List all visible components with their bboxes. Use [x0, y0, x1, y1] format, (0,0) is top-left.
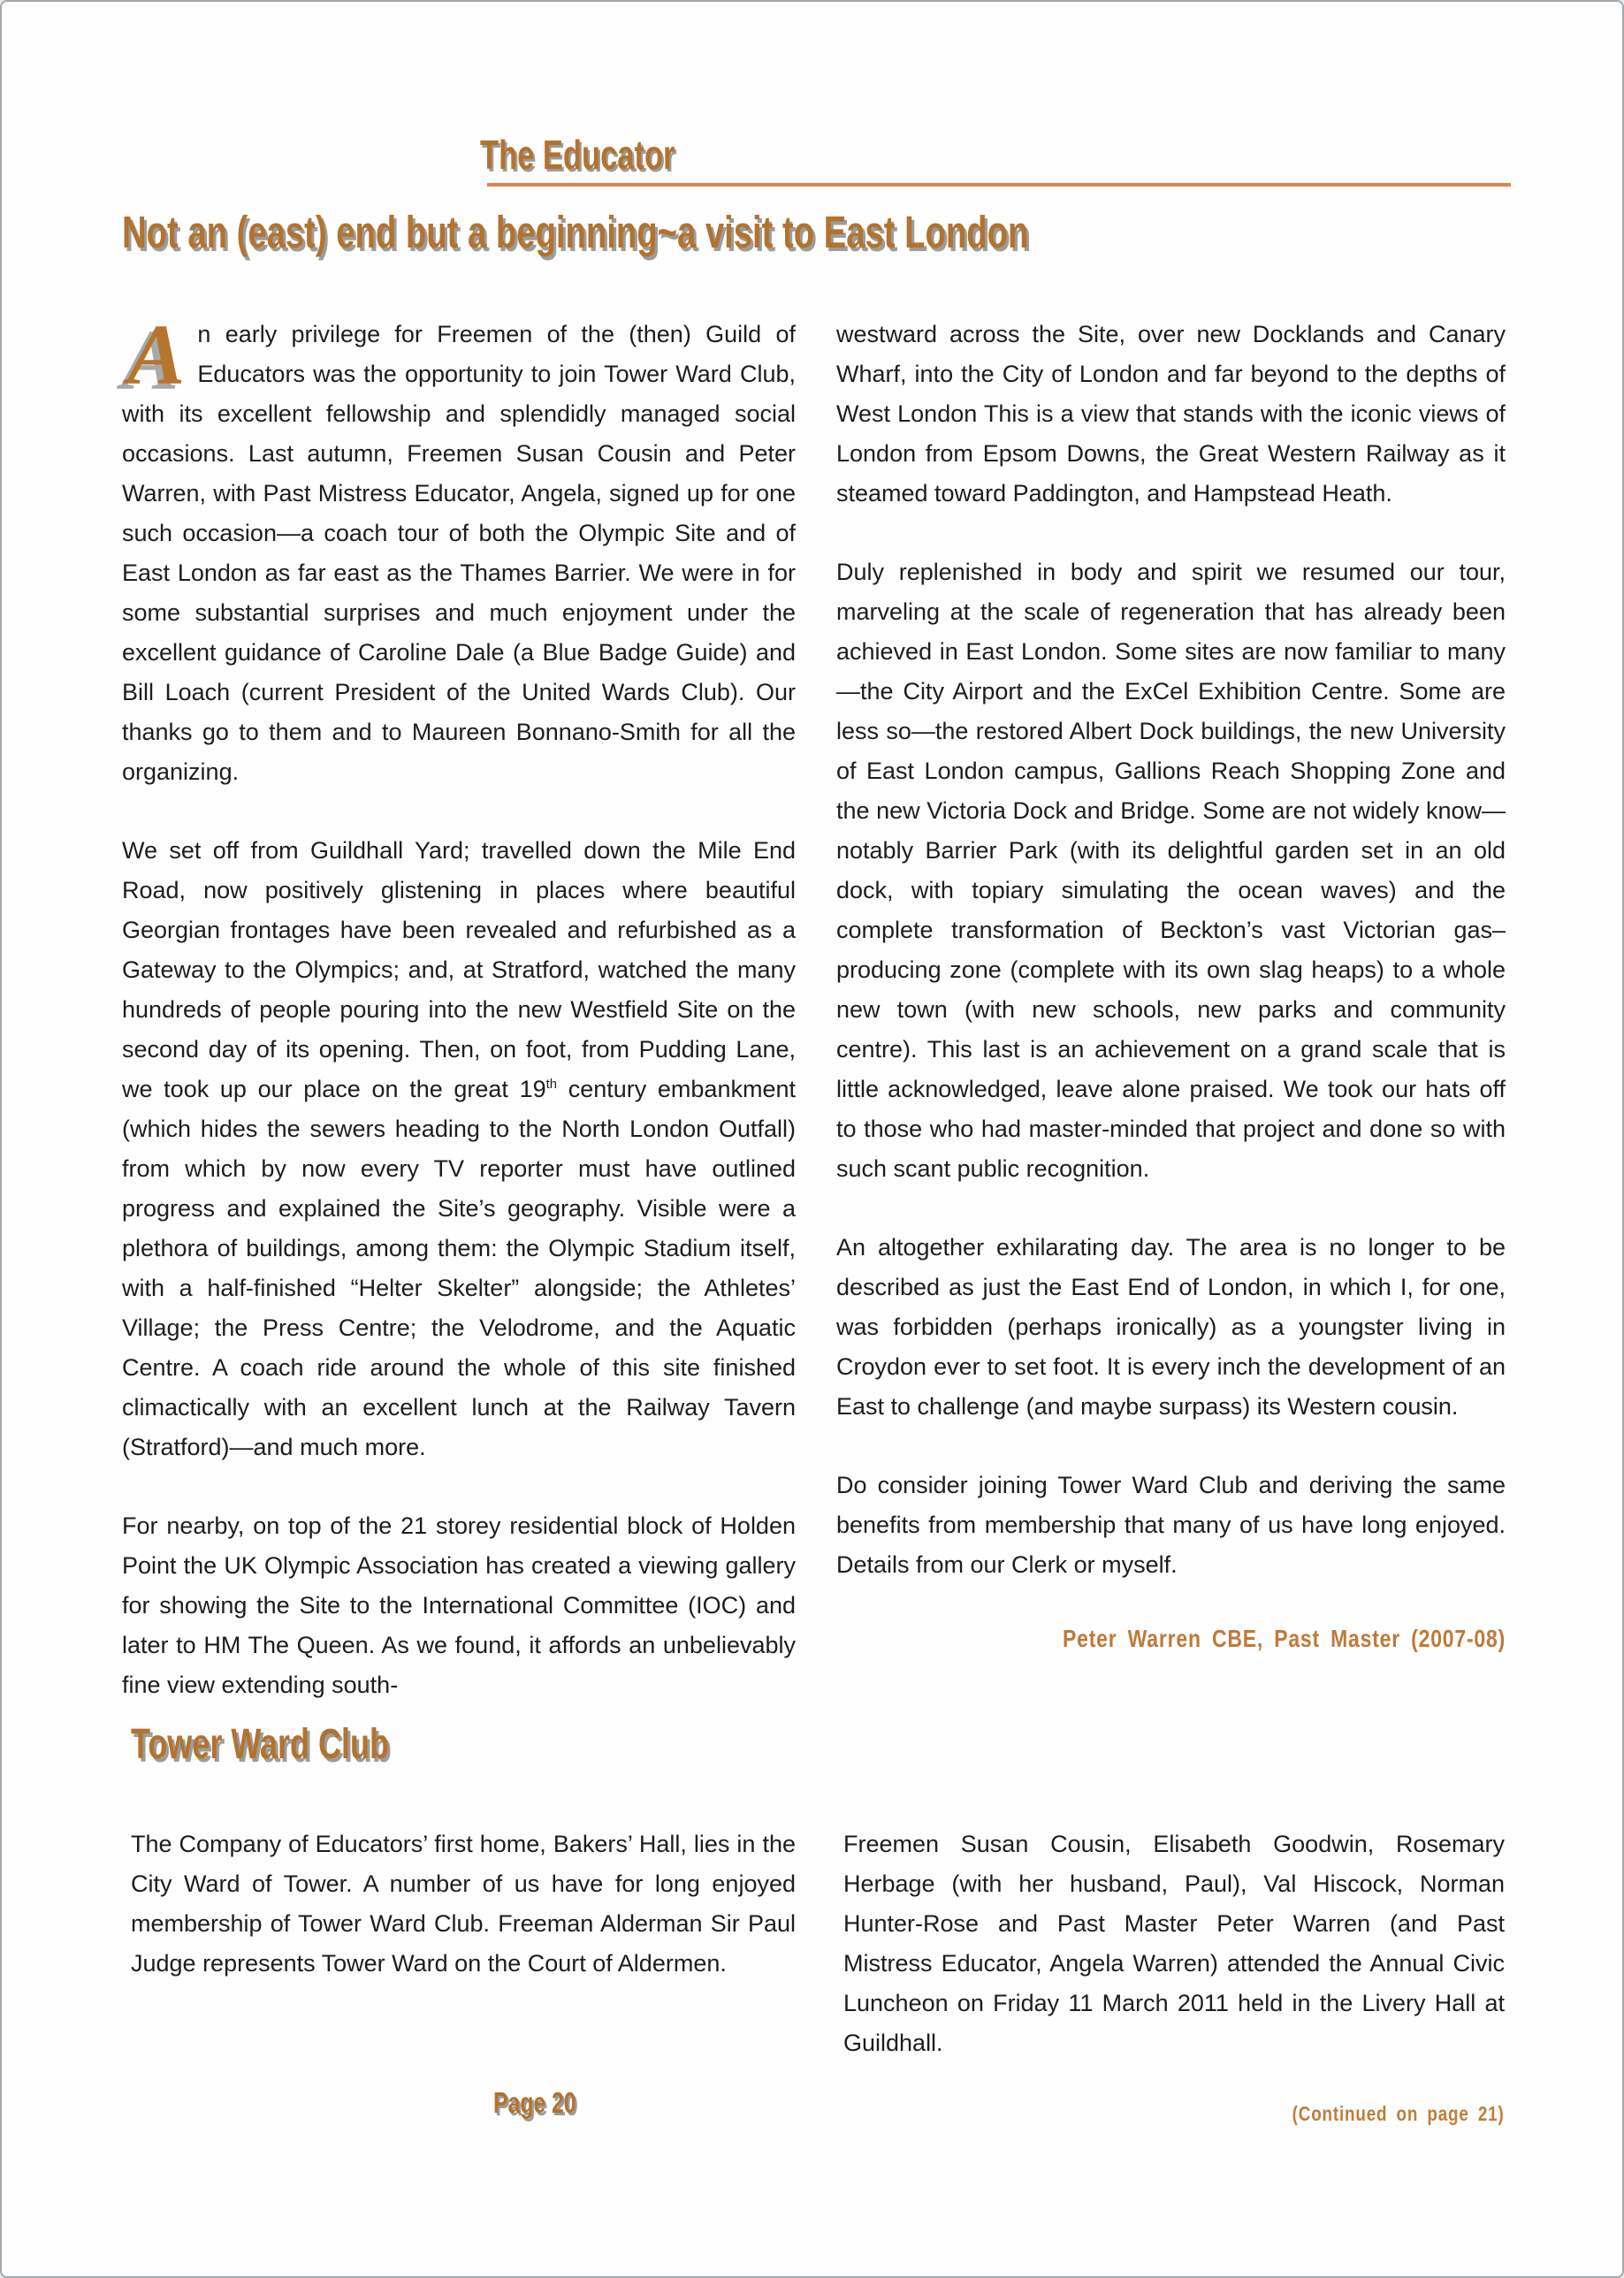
article-paragraph: Do consider joining Tower Ward Club and deriving the same benefits from membership that many of us have long enjoyed. Details from our Clerk or myself. [836, 1472, 1506, 1578]
article-paragraph: For nearby, on top of the 21 storey residential block of Holden Point the UK Olympic Association has created a viewing gallery for showing the Site to the International Committee (IOC) and later to HM The Queen. As we found, it affords an unbelievably fine view extending south- [122, 1512, 796, 1698]
section2-paragraph: Freemen Susan Cousin, Elisabeth Goodwin, Rosemary Herbage (with her husband, Paul), Val Hiscock, Norman Hunter-Rose and Past Master Peter Warren (and Past Mistress Educator, Angela Warren) attended the Annual Civic Luncheon on Friday 11 March 2011 held in the Livery Hall at Guildhall. [843, 1831, 1505, 2056]
continued-note-text: (Continued on page 21) [1292, 2102, 1505, 2125]
article-byline [836, 1624, 1506, 1654]
section2-paragraph: The Company of Educators’ first home, Bakers’ Hall, lies in the City Ward of Tower. A number of us have for long enjoyed membership of Tower Ward Club. Freeman Alderman Sir Paul Judge represents Tower Ward on the Court of Aldermen. [131, 1831, 796, 1977]
masthead-rule [487, 183, 1511, 187]
article-paragraph: We set off from Guildhall Yard; travelled down the Mile End Road, now positively glistening in places where beautiful Georgian frontages have been revealed and refurbished as a Gateway to the Olympics; and, at Stratford, watched the many hundreds of people pouring into the new Westfield Site on the second day of its opening. Then, on foot, from Pudding Lane, we took up our place on the great 19th century embankment (which hides the sewers heading to the North London Outfall) from which by now every TV reporter must have outlined progress and explained the Site’s geography. Visible were a plethora of buildings, among them: the Olympic Stadium itself, with a half-finished “Helter Skelter” alongside; the Athletes’ Village; the Press Centre; the Velodrome, and the Aquatic Centre. A coach ride around the whole of this site finished climactically with an excellent lunch at the Railway Tavern (Stratford)—and much more. [122, 837, 796, 1460]
article-title-text: Not an (east) end but a beginning~a visit to East London [122, 207, 1029, 257]
masthead-title-text: The Educator [480, 132, 675, 178]
section-heading-text: Tower Ward Club [131, 1721, 389, 1768]
section2-column-right [843, 1825, 1505, 2127]
article-paragraph: westward across the Site, over new Docklands and Canary Wharf, into the City of London and far beyond to the depths of West London This is a view that stands with the iconic views of London from Epsom Downs, the Great Western Railway as it steamed toward Paddington, and Hampstead Heath. [836, 321, 1506, 507]
article-paragraph [122, 308, 796, 792]
section-heading-tower-ward-club [131, 1721, 475, 1768]
page-number [493, 2088, 604, 2117]
article-byline-text: Peter Warren CBE, Past Master (2007-08) [1062, 1625, 1506, 1652]
article-paragraph: Duly replenished in body and spirit we resumed our tour, marveling at the scale of regeneration that has already been achieved in East London. Some sites are now familiar to many—the City Airport and the ExCel Exhibition Centre. Some are less so—the restored Albert Dock buildings, the new University of East London campus, Gallions Reach Shopping Zone and the new Victoria Dock and Bridge. Some are not widely know—notably Barrier Park (with its delightful garden set in an old dock, with topiary simulating the ocean waves) and the complete transformation of Beckton’s vast Victorian gas–producing zone (complete with its own slag heaps) to a whole new town (with new schools, new parks and community centre). This last is an achievement on a grand scale that is little acknowledged, leave alone praised. We took our hats off to those who had master-minded that project and done so with such scant public recognition. [836, 559, 1506, 1182]
article-paragraph: An altogether exhilarating day. The area is no longer to be described as just the East End of London, in which I, for one, was forbidden (perhaps ironically) as a youngster living in Croydon ever to set foot. It is every inch the development of an East to challenge (and maybe surpass) its Western cousin. [836, 1234, 1506, 1420]
article-title [122, 208, 1330, 257]
page-number-text: Page 20 [493, 2086, 576, 2119]
article-column-right [836, 315, 1506, 1654]
section2-column-left [131, 1825, 796, 1984]
dropcap-letter: A [127, 308, 186, 403]
article-paragraph-text: n early privilege for Freemen of the (then) Guild of Educators was the opportunity to join Tower Ward Club, with its excellent fellowship and splendidly managed social occasions. Last autumn, Freemen Susan Cousin and Peter Warren, with Past Mistress Educator, Angela, signed up for one such occasion—a coach tour of both the Olympic Site and of East London as far east as the Thames Barrier. We were in for some substantial surprises and much enjoyment under the excellent guidance of Caroline Dale (a Blue Badge Guide) and Bill Loach (current President of the United Wards Club). Our thanks go to them and to Maureen Bonnano-Smith for all the organizing. [122, 321, 796, 785]
continued-on-page-note [843, 2102, 1505, 2127]
article-column-left [122, 308, 796, 1705]
masthead-title [480, 132, 740, 178]
